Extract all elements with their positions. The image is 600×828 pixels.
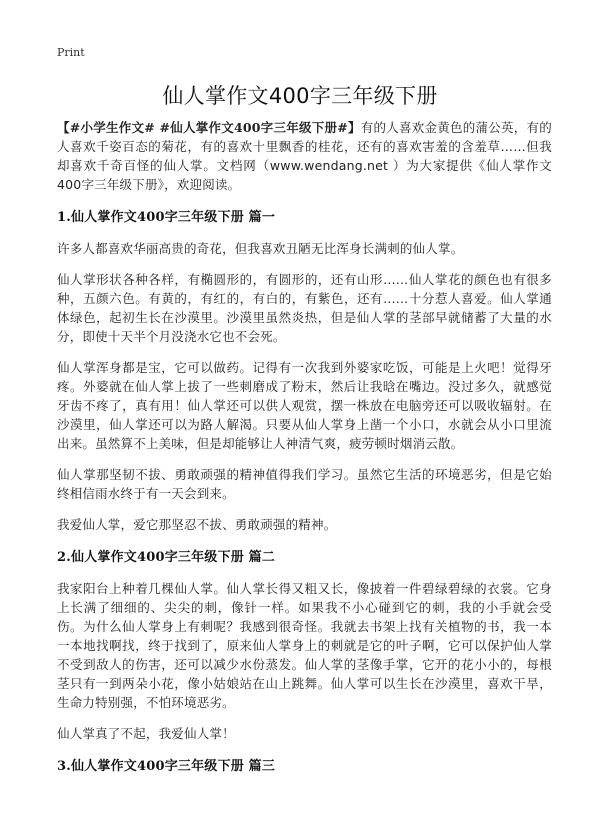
- section-1-paragraph-4: 仙人掌那坚韧不拔、勇敢顽强的精神值得我们学习。虽然它生活的环境恶劣，但是它始终相信雨水终于有一天会到来。: [57, 467, 552, 501]
- print-link[interactable]: Print: [57, 46, 85, 59]
- section-heading-2: 2.仙人掌作文400字三年级下册 篇二: [57, 550, 276, 565]
- section-1-paragraph-1: 许多人都喜欢华丽高贵的奇花，但我喜欢丑陋无比浑身长满刺的仙人掌。: [57, 241, 464, 256]
- section-1-paragraph-2: 仙人掌形状各种各样，有椭圆形的，有圆形的，还有山形……仙人掌花的颜色也有很多种，五颜六色。有黄的，有红的，有白的，有紫色，还有……十分惹人喜爱。仙人掌通体绿色，起初生长在沙漠里。沙漠里虽然炎热，但是仙人掌的茎部早就储蓄了大量的水分，即使十天半个月没浇水它也不会死。: [57, 272, 552, 344]
- page-title: 仙人掌作文400字三年级下册: [162, 84, 438, 108]
- section-heading-1: 1.仙人掌作文400字三年级下册 篇一: [57, 210, 276, 225]
- intro-paragraph: [57, 118, 552, 194]
- section-1-paragraph-3: 仙人掌浑身都是宝，它可以做药。记得有一次我到外婆家吃饭，可能是上火吧！觉得牙疼。外婆就在仙人掌上拔了一些刺磨成了粉末，然后让我晗在嘴边。没过多久，就感觉牙齿不疼了，真有用！仙人掌还可以供人观赏，摆一株放在电脑旁还可以吸收辐射。在沙漠里，仙人掌还可以为路人解渴。只要从仙人掌身上凿一个小口，水就会从小口里流出来。虽然算不上美味，但是却能够让人神清气爽，疲劳顿时烟消云散。: [57, 360, 552, 451]
- section-2-paragraph-2: 仙人掌真了不起，我爱仙人掌！: [57, 726, 235, 741]
- section-heading-3: 3.仙人掌作文400字三年级下册 篇三: [57, 759, 276, 774]
- intro-text: 有的人喜欢金黄色的蒲公英，有的人喜欢千姿百态的菊花，有的喜欢十里飘香的桂花，还有的喜欢害羞的含羞草……但我却喜欢千奇百怪的仙人掌。文档网（www.wendang.net ）为大家提供《仙人掌作文400字三年级下册》，欢迎阅读。: [57, 120, 552, 192]
- section-2-paragraph-1: 我家阳台上种着几棵仙人掌。仙人掌长得又粗又长，像披着一件碧绿碧绿的衣裳。它身上长满了细细的、尖尖的刺，像针一样。如果我不小心碰到它的刺，我的小手就会受伤。为什么仙人掌身上有刺呢？我感到很奇怪。我就去书架上找有关植物的书，我一本一本地找啊找，终于找到了，原来仙人掌身上的刺就是它的叶子啊，它可以保护仙人掌不受到敌人的伤害，还可以减少水份蒸发。仙人掌的茎像手掌，它开的花小小的，每根茎只有一到两朵小花，像小姑娘站在山上跳舞。仙人掌可以生长在沙漠里，喜欢干旱，生命力特别强，不怕环境恶劣。: [57, 581, 552, 710]
- article-body: [57, 118, 552, 788]
- intro-tag: 【#小学生作文# #仙人掌作文400字三年级下册#】: [57, 120, 361, 135]
- section-1-paragraph-5: 我爱仙人掌，爱它那坚忍不拔、勇敢顽强的精神。: [57, 517, 337, 532]
